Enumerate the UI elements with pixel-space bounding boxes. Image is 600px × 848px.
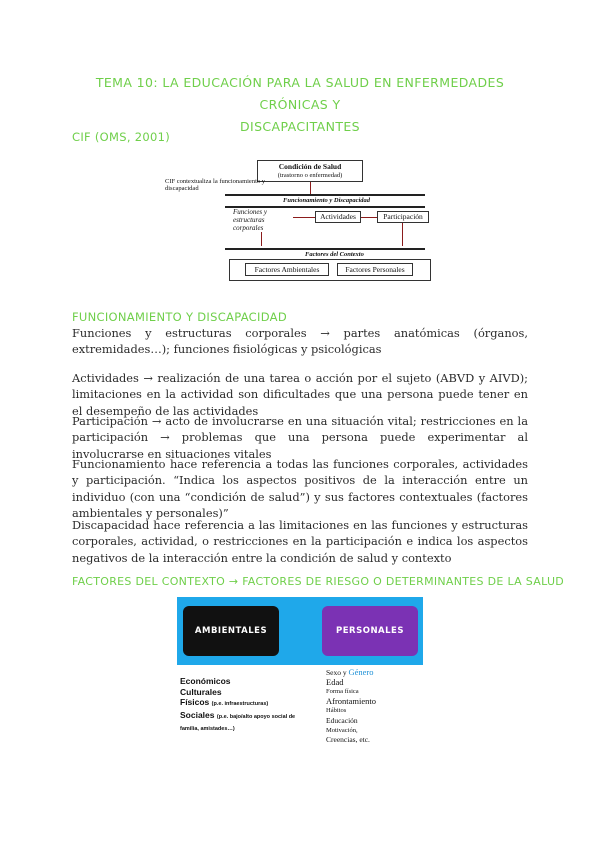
list-item-note: (p.e. infraestructuras) [211, 701, 269, 707]
cif-heading: CIF (OMS, 2001) [72, 130, 171, 144]
ambientales-card: AMBIENTALES [183, 606, 279, 656]
paragraph-discapacidad: Discapacidad hace referencia a las limitaciones en las funciones y estructuras corporales, actividad, o restricciones en la participación e indica los aspectos negativos de la interacción entre la condición de salud y contexto [72, 518, 528, 565]
cif-side-note: CIF contextualiza la funcionamiento y discapacidad [165, 178, 265, 192]
connector [261, 232, 262, 246]
ambientales-box: Factores Ambientales [245, 263, 329, 276]
title-line-1: TEMA 10: LA EDUCACIÓN PARA LA SALUD EN ENFERMEDADES CRÓNICAS Y [95, 75, 505, 112]
paragraph-actividades: Actividades → realización de una tarea o acción por el sujeto (ABVD y AIVD); limitaciones en la actividad son dificultades que una persona puede tener en el desempeño de las actividades [72, 371, 528, 418]
condicion-salud-box [257, 160, 363, 182]
personales-card: PERSONALES [322, 606, 418, 656]
condicion-salud-sub: (trastorno o enfermedad) [277, 171, 343, 179]
context-label: Factores del Contexto [305, 251, 364, 258]
section-heading-factores: FACTORES DEL CONTEXTO → FACTORES DE RIESGO O DETERMINANTES DE LA SALUD [72, 575, 565, 588]
list-item: Edad [326, 676, 344, 687]
list-item: Sexo y [326, 668, 347, 677]
list-item: Motivación, [326, 726, 358, 734]
list-item: Afrontamiento [326, 695, 377, 706]
context-bar [225, 248, 425, 250]
paragraph-participacion: Participación → acto de involucrarse en una situación vital; restricciones en la participación → problemas que una persona puede experimentar al involucrarse en situaciones vitales [72, 414, 528, 461]
participacion-box: Participación [377, 211, 429, 223]
page-title [70, 72, 530, 138]
cif-diagram [165, 158, 435, 283]
connector [361, 217, 377, 218]
title-line-2: DISCAPACITANTES [239, 119, 361, 134]
list-item: Sociales [180, 709, 215, 720]
list-item-highlight: Género [348, 667, 374, 677]
connector [310, 182, 311, 194]
actividades-box: Actividades [315, 211, 361, 223]
paragraph-funcionamiento: Funcionamiento hace referencia a todas las funciones corporales, actividades y participación. “Indica los aspectos positivos de la interacción entre un individuo (con una “condición de salud”) y sus factores contextuales (factores ambientales y personales)” [72, 457, 528, 520]
funciones-label: Funciones y estructuras corporales [233, 208, 268, 232]
personales-box: Factores Personales [337, 263, 413, 276]
list-item: Forma física [326, 688, 359, 696]
ambientales-list [180, 676, 300, 735]
list-item: Educación [326, 715, 358, 725]
list-item: Hábitos [326, 707, 347, 715]
connector [402, 223, 403, 246]
band-bar-top [225, 194, 425, 196]
personales-list [326, 668, 376, 745]
connector [293, 217, 315, 218]
list-item: Culturales [180, 686, 222, 697]
list-item: Creencias, etc. [326, 735, 370, 745]
condicion-salud-label: Condición de Salud [278, 162, 342, 171]
list-item-note: (p.e. bajo/alto apoyo social de familia, amistades…) [180, 713, 296, 732]
paragraph-funciones: Funciones y estructuras corporales → partes anatómicas (órganos, extremidades…); funciones fisiológicas y psicológicas [72, 326, 528, 357]
list-item: Económicos [180, 676, 231, 686]
band-label: Funcionamiento y Discapacidad [283, 197, 371, 204]
list-item: Físicos [180, 697, 210, 707]
section-heading-funcionamiento: FUNCIONAMIENTO Y DISCAPACIDAD [72, 310, 287, 324]
